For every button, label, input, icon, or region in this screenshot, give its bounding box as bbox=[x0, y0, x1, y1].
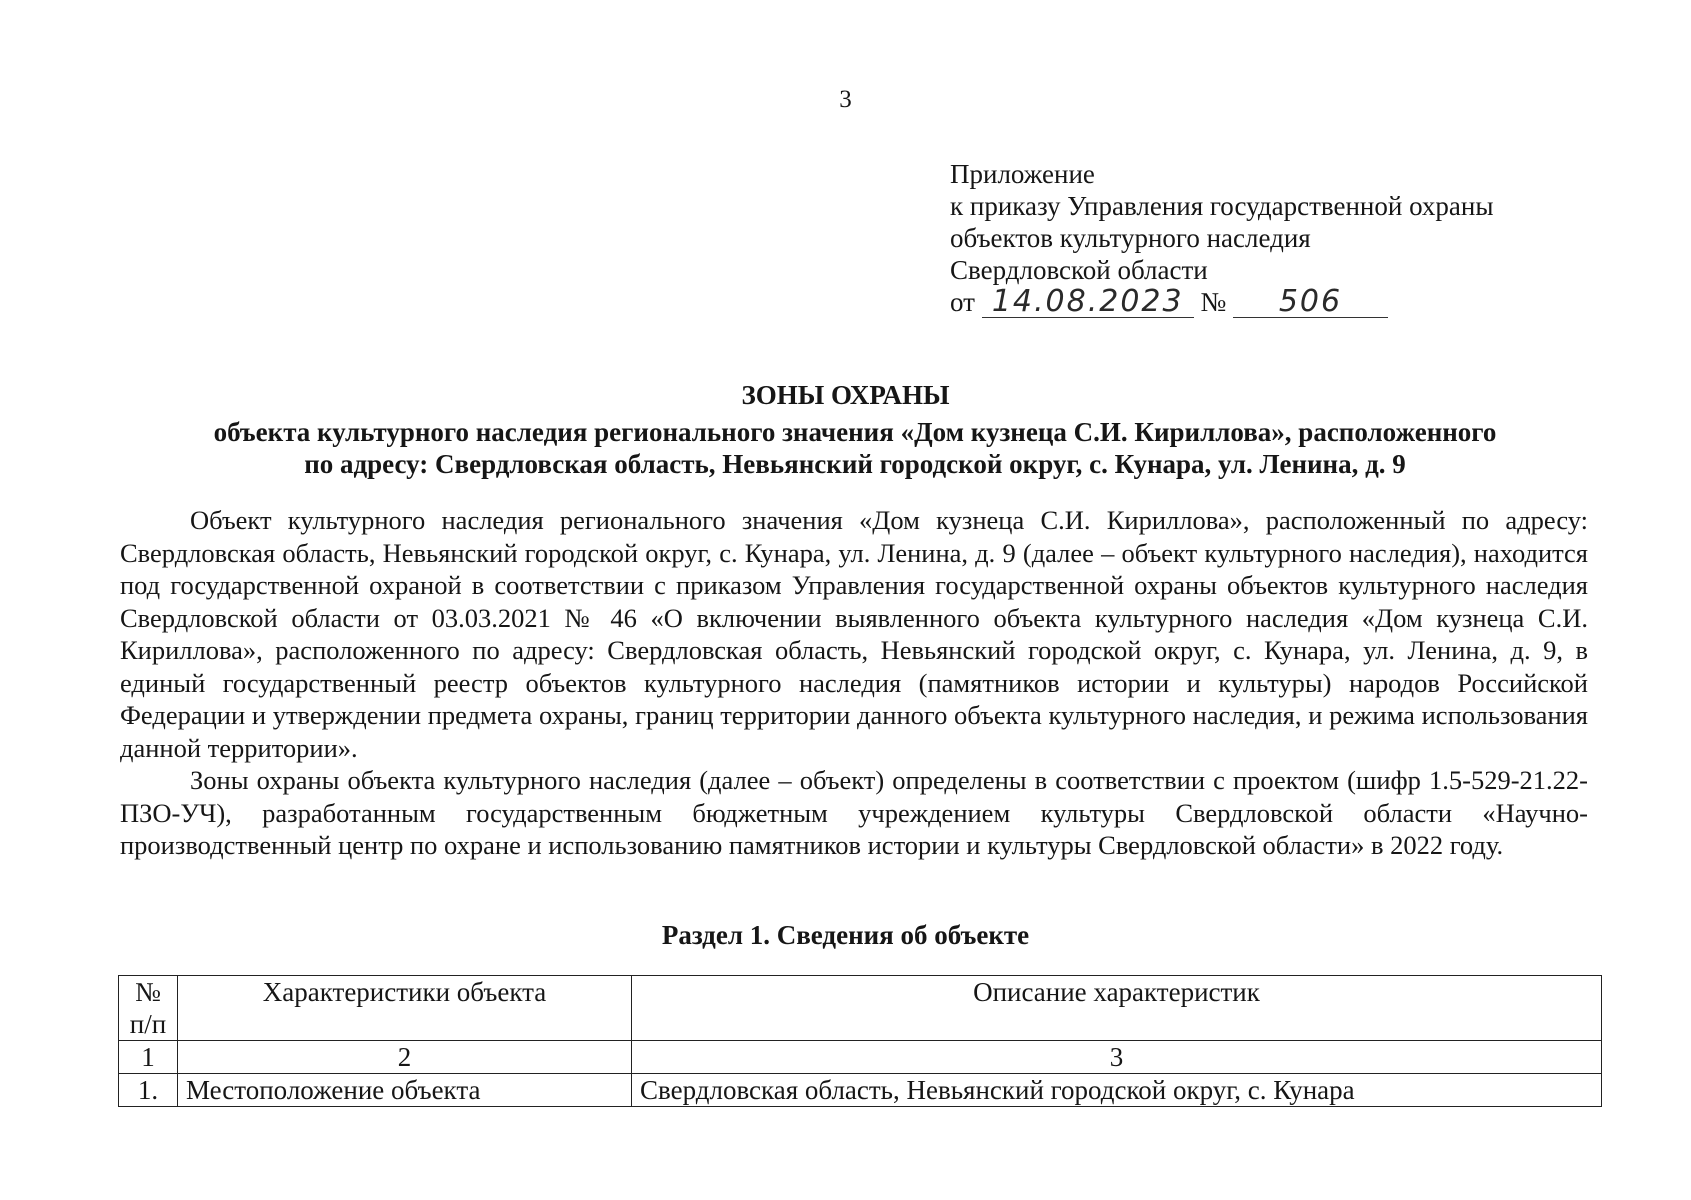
subtitle-line: по адресу: Свердловская область, Невьянский городской округ, с. Кунара, ул. Ленина, д. 9 bbox=[304, 449, 1406, 479]
handwritten-number: 506 bbox=[1233, 287, 1388, 318]
numbering-cell: 3 bbox=[632, 1041, 1602, 1074]
table-header-row bbox=[119, 976, 1602, 1041]
appendix-line: к приказу Управления государственной охраны bbox=[950, 191, 1494, 221]
document-title: ЗОНЫ ОХРАНЫ bbox=[741, 380, 950, 410]
number-label: № bbox=[1200, 287, 1227, 317]
header-cell-description: Описание характеристик bbox=[632, 976, 1602, 1041]
characteristic-cell: Местоположение объекта bbox=[178, 1074, 632, 1107]
numbering-cell: 2 bbox=[178, 1041, 632, 1074]
document-body bbox=[120, 504, 1588, 862]
appendix-line: объектов культурного наследия bbox=[950, 223, 1311, 253]
object-info-table bbox=[118, 975, 1602, 1107]
appendix-block bbox=[950, 158, 1493, 318]
body-paragraph: Объект культурного наследия регионального значения «Дом кузнеца С.И. Кириллова», расположенный по адресу: Свердловская область, Невьянский городской округ, с. Кунара, ул. Ленина, д. 9 (далее – объект культурного наследия), находится под государственной охраной в соответствии с приказом Управления государственной охраны объектов культурного наследия Свердловской области от 03.03.2021 № 46 «О включении выявленного объекта культурного наследия «Дом кузнеца С.И. Кириллова», расположенного по адресу: Свердловская область, Невьянский городской округ, с. Кунара, ул. Ленина, д. 9, в единый государственный реестр объектов культурного наследия (памятников истории и культуры) народов Российской Федерации и утверждении предмета охраны, границ территории данного объекта культурного наследия, и режима использования данной территории». bbox=[120, 505, 1588, 763]
numbering-cell: 1 bbox=[119, 1041, 178, 1074]
section-title: Раздел 1. Сведения об объекте bbox=[661, 920, 1030, 950]
header-cell-number: № п/п bbox=[119, 976, 178, 1041]
table-row bbox=[119, 1074, 1602, 1107]
header-cell-characteristics: Характеристики объекта bbox=[178, 976, 632, 1041]
body-paragraph: Зоны охраны объекта культурного наследия (далее – объект) определены в соответствии с проектом (шифр 1.5-529-21.22-ПЗО-УЧ), разработанным государственным бюджетным учреждением культуры Свердловской области «Научно-производственный центр по охране и использованию памятников истории и культуры Свердловской области» в 2022 году. bbox=[120, 765, 1588, 860]
page-number: 3 bbox=[839, 86, 852, 113]
subtitle-line: объекта культурного наследия регионального значения «Дом кузнеца С.И. Кириллова», расположенного bbox=[213, 417, 1497, 447]
handwritten-date: 14.08.2023 bbox=[982, 287, 1194, 318]
order-date-number-line bbox=[950, 286, 1493, 318]
appendix-line: Свердловской области bbox=[950, 255, 1208, 285]
document-subtitle bbox=[170, 416, 1540, 480]
from-label: от bbox=[950, 287, 975, 317]
description-cell: Свердловская область, Невьянский городской округ, с. Кунара bbox=[632, 1074, 1602, 1107]
row-number-cell: 1. bbox=[119, 1074, 178, 1107]
appendix-line: Приложение bbox=[950, 159, 1095, 189]
table-numbering-row bbox=[119, 1041, 1602, 1074]
